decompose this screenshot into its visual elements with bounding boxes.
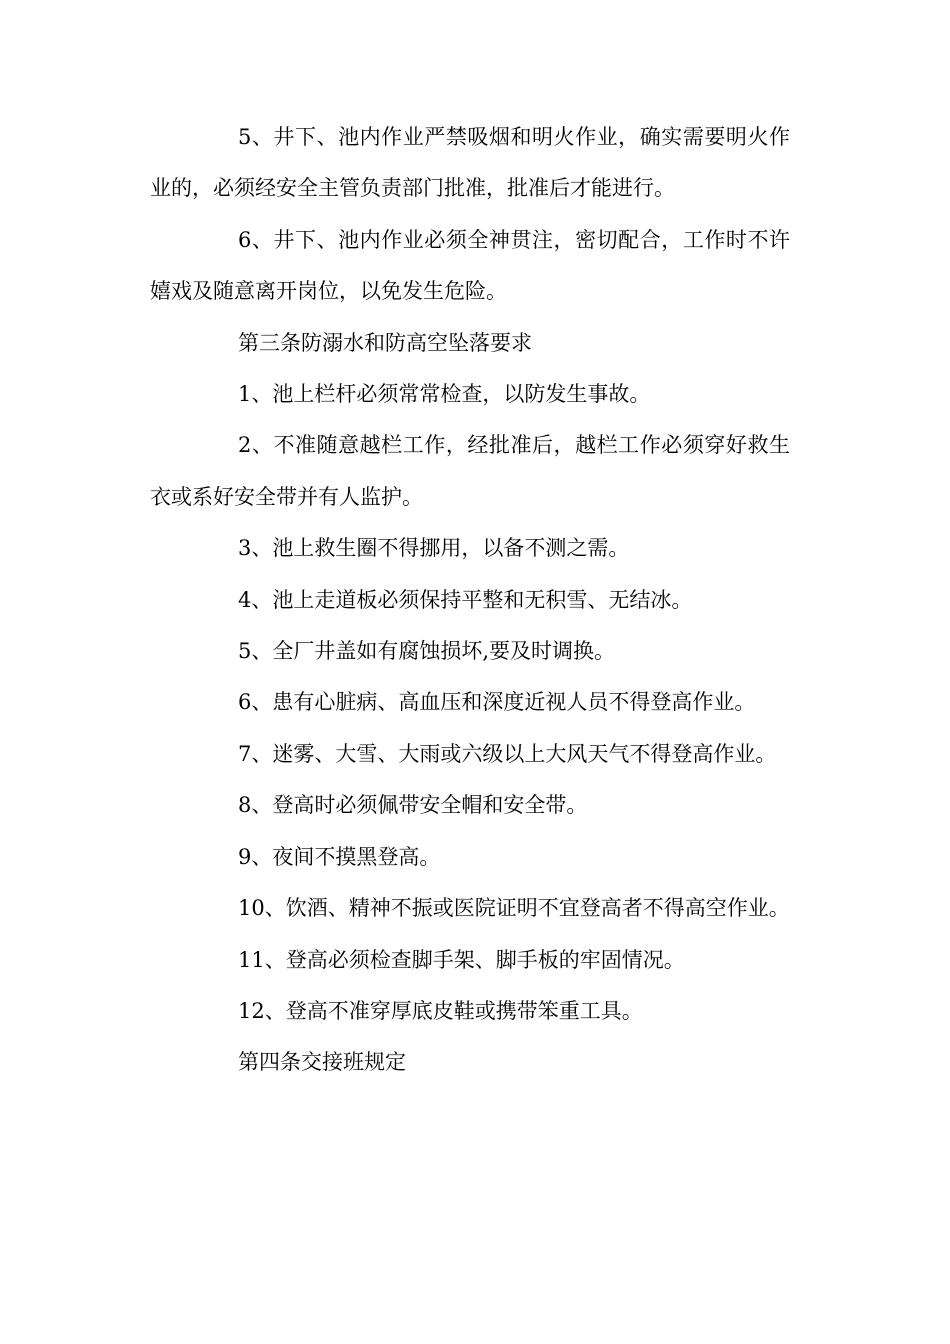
paragraph-item-1: 1、池上栏杆必须常常检查，以防发生事故。 (238, 382, 651, 407)
paragraph-rule-6-attention: 6、井下、池内作业必须全神贯注，密切配合，工作时不许嬉戏及随意离开岗位，以免发生危险。 (150, 227, 790, 304)
paragraph-item-2: 2、不准随意越栏工作，经批准后，越栏工作必须穿好救生衣或系好安全带并有人监护。 (150, 433, 790, 509)
section-heading-article-3: 第三条防溺水和防高空坠落要求 (238, 330, 532, 355)
paragraph-item-4: 4、池上走道板必须保持平整和无积雪、无结冰。 (238, 587, 693, 612)
paragraph-item-6: 6、患有心脏病、高血压和深度近视人员不得登高作业。 (238, 690, 756, 715)
paragraph-item-9: 9、夜间不摸黑登高。 (238, 844, 441, 869)
paragraph-item-10: 10、饮酒、精神不振或医院证明不宜登高者不得高空作业。 (238, 896, 790, 921)
document-body (150, 112, 790, 1089)
paragraph-item-5: 5、全厂井盖如有腐蚀损坏,要及时调换。 (238, 639, 616, 664)
paragraph-item-3: 3、池上救生圈不得挪用，以备不测之需。 (238, 536, 630, 561)
section-heading-article-4: 第四条交接班规定 (238, 1050, 406, 1075)
paragraph-item-12: 12、登高不准穿厚底皮鞋或携带笨重工具。 (238, 998, 643, 1023)
paragraph-item-8: 8、登高时必须佩带安全帽和安全带。 (238, 793, 588, 818)
paragraph-item-11: 11、登高必须检查脚手架、脚手板的牢固情况。 (238, 947, 685, 972)
paragraph-rule-5-smoking: 5、井下、池内作业严禁吸烟和明火作业，确实需要明火作业的，必须经安全主管负责部门批准，批准后才能进行。 (150, 125, 790, 201)
paragraph-item-7: 7、迷雾、大雪、大雨或六级以上大风天气不得登高作业。 (238, 741, 777, 766)
